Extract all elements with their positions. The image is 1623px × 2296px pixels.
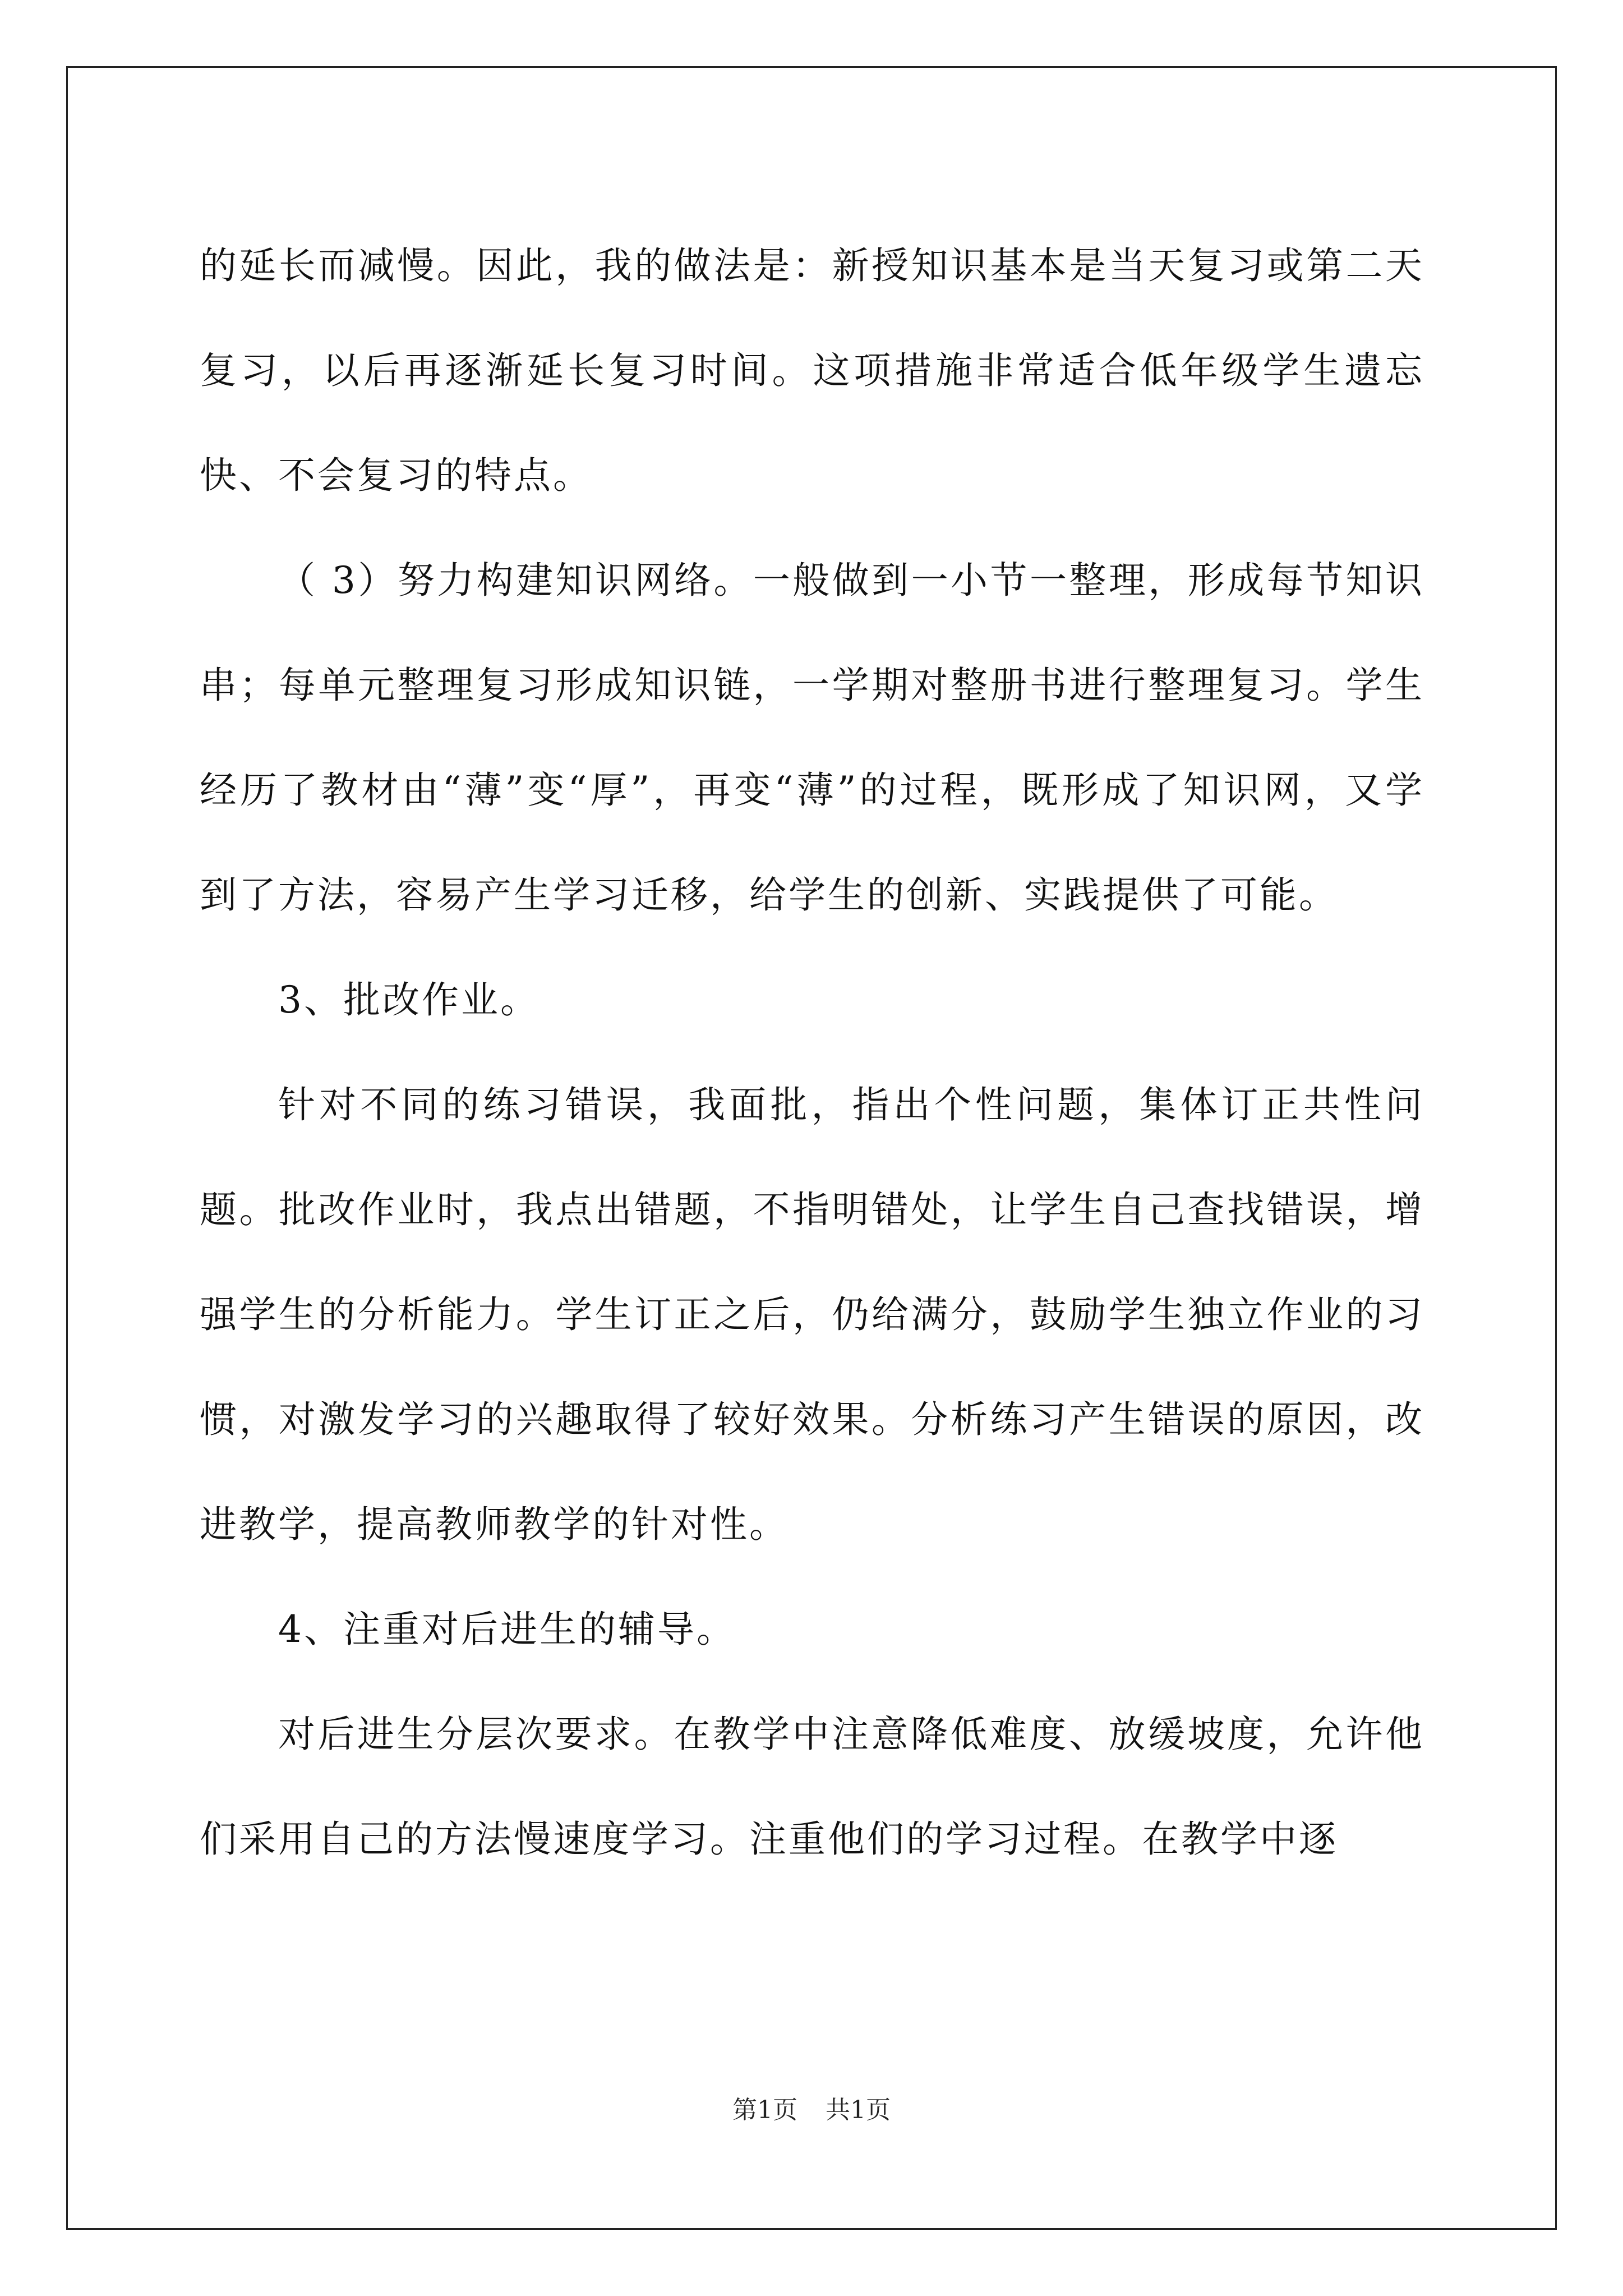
document-body <box>200 213 1424 1892</box>
paragraph-2: （ 3）努力构建知识网络。一般做到一小节一整理，形成每节知识串；每单元整理复习形成知识链，一学期对整册书进行整理复习。学生经历了教材由“薄”变“厚”，再变“薄”的过程，既形成了知识网，又学到了方法，容易产生学习迁移，给学生的创新、实践提供了可能。 <box>200 559 1424 917</box>
section-heading-4: 4、注重对后进生的辅导。 <box>278 1608 736 1651</box>
page-footer <box>0 2093 1623 2127</box>
section-heading-3: 3、批改作业。 <box>278 978 540 1022</box>
paragraph-4: 针对不同的练习错误，我面批，指出个性问题，集体订正共性问题。批改作业时，我点出错题，不指明错处，让学生自己查找错误，增强学生的分析能力。学生订正之后，仍给满分，鼓励学生独立作业的习惯，对激发学习的兴趣取得了较好效果。分析练习产生错误的原因，改进教学，提高教师教学的针对性。 <box>200 1083 1424 1546</box>
page-total: 共1页 <box>826 2096 891 2124</box>
paragraph-6: 对后进生分层次要求。在教学中注意降低难度、放缓坡度，允许他们采用自己的方法慢速度学习。注重他们的学习过程。在教学中逐 <box>200 1713 1424 1861</box>
page-number: 第1页 <box>732 2096 797 2124</box>
paragraph-1: 的延长而减慢。因此，我的做法是：新授知识基本是当天复习或第二天复习，以后再逐渐延长复习时间。这项措施非常适合低年级学生遗忘快、不会复习的特点。 <box>200 244 1424 497</box>
